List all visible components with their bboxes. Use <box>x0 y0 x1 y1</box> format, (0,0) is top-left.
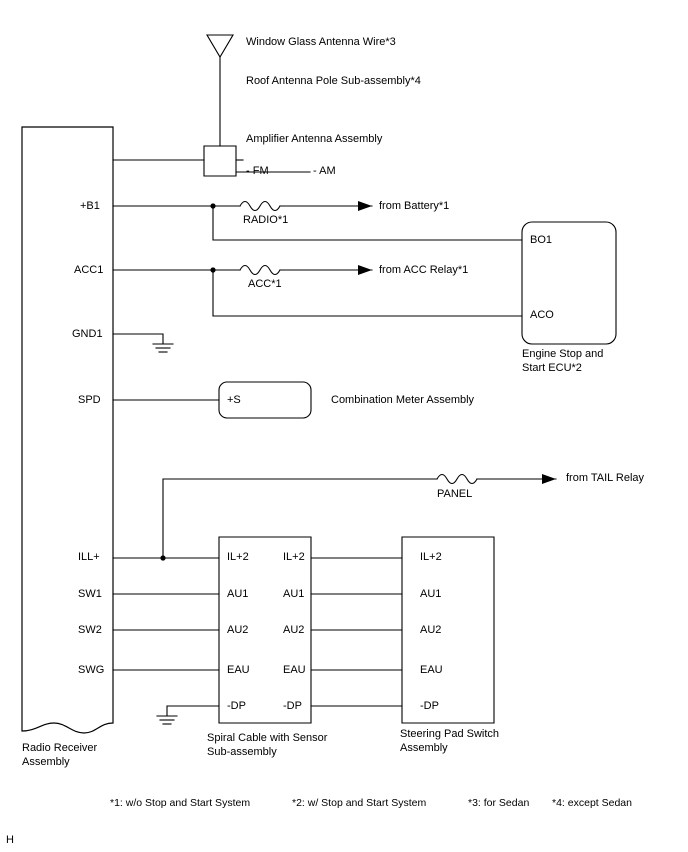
footnote-3: *3: for Sedan <box>468 797 530 809</box>
from-tail-relay-label: from TAIL Relay <box>566 472 645 484</box>
steering-pad-label-line1: Steering Pad Switch <box>400 728 500 740</box>
footnote-2: *2: w/ Stop and Start System <box>292 797 427 809</box>
engine-ecu-label-line1: Engine Stop and <box>522 348 604 360</box>
spiral-left-terminal-dp: -DP <box>227 700 246 712</box>
radio-terminal-sw2: SW2 <box>78 624 102 636</box>
spiral-cable-label-line1: Spiral Cable with Sensor <box>207 732 328 744</box>
antenna-am-label: - AM <box>313 165 336 177</box>
steering-terminal-il2: IL+2 <box>420 551 442 563</box>
footnote-4: *4: except Sedan <box>552 797 632 809</box>
fuse-panel-label: PANEL <box>437 488 473 500</box>
steering-terminal-dp: -DP <box>420 700 439 712</box>
from-acc-relay-label: from ACC Relay*1 <box>379 264 469 276</box>
radio-receiver-label-line1: Radio Receiver <box>22 742 98 754</box>
steering-terminal-au2: AU2 <box>420 624 442 636</box>
radio-terminal-acc1: ACC1 <box>74 264 104 276</box>
fuse-radio-label: RADIO*1 <box>243 214 289 226</box>
page-letter: H <box>6 834 14 846</box>
radio-terminal-b1: +B1 <box>80 200 100 212</box>
spiral-right-terminal-dp: -DP <box>283 700 302 712</box>
radio-terminal-spd: SPD <box>78 394 101 406</box>
meter-terminal-s: +S <box>227 394 241 406</box>
roof-antenna-pole-label: Roof Antenna Pole Sub-assembly*4 <box>246 75 421 87</box>
from-battery-label: from Battery*1 <box>379 200 450 212</box>
spiral-left-terminal-eau: EAU <box>227 664 250 676</box>
engine-ecu-label-line2: Start ECU*2 <box>522 362 582 374</box>
window-glass-antenna-label: Window Glass Antenna Wire*3 <box>246 36 396 48</box>
ecu-terminal-bo1: BO1 <box>530 234 553 246</box>
spiral-right-terminal-il2: IL+2 <box>283 551 305 563</box>
radio-terminal-ill: ILL+ <box>78 551 100 563</box>
spiral-right-terminal-au1: AU1 <box>283 588 305 600</box>
steering-terminal-eau: EAU <box>420 664 443 676</box>
amplifier-antenna-label: Amplifier Antenna Assembly <box>246 133 383 145</box>
steering-terminal-au1: AU1 <box>420 588 442 600</box>
antenna-fm-label: - FM <box>246 165 269 177</box>
spiral-left-terminal-il2: IL+2 <box>227 551 249 563</box>
spiral-cable-label-line2: Sub-assembly <box>207 746 277 758</box>
combination-meter-label: Combination Meter Assembly <box>331 394 475 406</box>
steering-pad-label-line2: Assembly <box>400 742 448 754</box>
radio-terminal-gnd1: GND1 <box>72 328 103 340</box>
radio-terminal-sw1: SW1 <box>78 588 102 600</box>
ecu-terminal-aco: ACO <box>530 309 554 321</box>
spiral-left-terminal-au2: AU2 <box>227 624 249 636</box>
fuse-acc-label: ACC*1 <box>248 278 282 290</box>
footnote-1: *1: w/o Stop and Start System <box>110 797 251 809</box>
radio-receiver-label-line2: Assembly <box>22 756 70 768</box>
spiral-right-terminal-eau: EAU <box>283 664 306 676</box>
spiral-left-terminal-au1: AU1 <box>227 588 249 600</box>
radio-terminal-swg: SWG <box>78 664 105 676</box>
spiral-right-terminal-au2: AU2 <box>283 624 305 636</box>
